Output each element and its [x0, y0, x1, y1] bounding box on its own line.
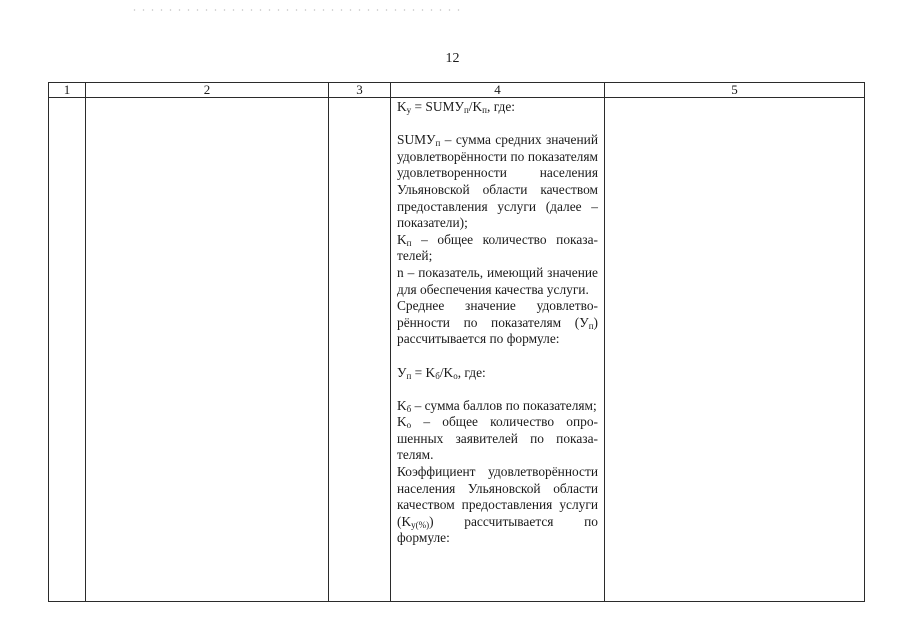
header-cell-1: 1 [49, 83, 86, 98]
definition-paragraph [397, 464, 598, 547]
text-run: K [397, 414, 407, 430]
body-cell-2 [86, 98, 329, 602]
subscript: п [482, 105, 487, 115]
text-run: Коэффициент удовлетворённости населения Ульяновской области качеством предоставления услуги (K [397, 464, 598, 529]
definition-paragraph [397, 398, 598, 415]
subscript: п [588, 320, 594, 331]
definition-paragraph [397, 232, 598, 265]
definition-paragraph [397, 414, 598, 464]
header-cell-3: 3 [329, 83, 391, 98]
text-run: – общее количество показателей; [397, 231, 598, 264]
definition-paragraph [397, 132, 598, 232]
subscript: о [453, 370, 458, 381]
body-cell-4 [391, 98, 605, 602]
subscript: п [463, 105, 469, 115]
header-cell-2: 2 [86, 83, 329, 98]
text-run: , где: [457, 364, 486, 380]
text-run: /K [468, 99, 483, 114]
text-run: У [397, 364, 407, 380]
scan-artifact [130, 8, 460, 12]
subscript: у(%) [411, 519, 430, 530]
subscript: б [435, 370, 440, 381]
text-run: SUMУ [397, 132, 436, 148]
blank-line [397, 348, 598, 365]
formula-line [397, 99, 598, 116]
table-body-row [49, 98, 865, 602]
header-cell-5: 5 [605, 83, 865, 98]
definition-paragraph [397, 265, 598, 298]
subscript: п [406, 237, 412, 248]
text-run: , где: [487, 99, 515, 114]
text-run: K [397, 397, 407, 413]
text-run: = SUMУ [411, 99, 464, 114]
text-run: = K [411, 364, 436, 380]
text-run: ) рассчитывается по формуле: [397, 314, 598, 347]
blank-line [397, 116, 598, 133]
text-run: – сумма средних значений удовлетворённости по показателям удовлетворенности населения Ульяновской области качеством предоставления услуги (далее – показатели); [397, 132, 598, 231]
body-cell-3 [329, 98, 391, 602]
page-number: 12 [445, 51, 460, 66]
definition-paragraph [397, 298, 598, 348]
header-cell-4: 4 [391, 83, 605, 98]
blank-line [397, 381, 598, 398]
table-header-row [49, 83, 865, 98]
subscript: п [435, 138, 441, 149]
body-cell-5 [605, 98, 865, 602]
text-run: – сумма баллов по показателям; [411, 397, 597, 413]
text-run: ) рассчитывается по формуле: [397, 513, 598, 546]
subscript: о [406, 420, 412, 431]
subscript: у [406, 105, 412, 115]
text-run: Среднее значение удовлетворённости по показателям (У [397, 298, 598, 330]
text-run: K [397, 231, 407, 247]
text-run: /K [439, 364, 454, 380]
body-cell-1 [49, 98, 86, 602]
subscript: п [406, 370, 412, 381]
subscript: б [406, 403, 412, 414]
formula-line [397, 365, 598, 382]
text-run: K [397, 99, 407, 114]
text-run: – общее количество опрошенных заявителей по показателям. [397, 414, 598, 463]
document-table [48, 82, 865, 602]
text-run: n – показатель, имеющий значение для обеспечения качества услуги. [397, 264, 598, 297]
